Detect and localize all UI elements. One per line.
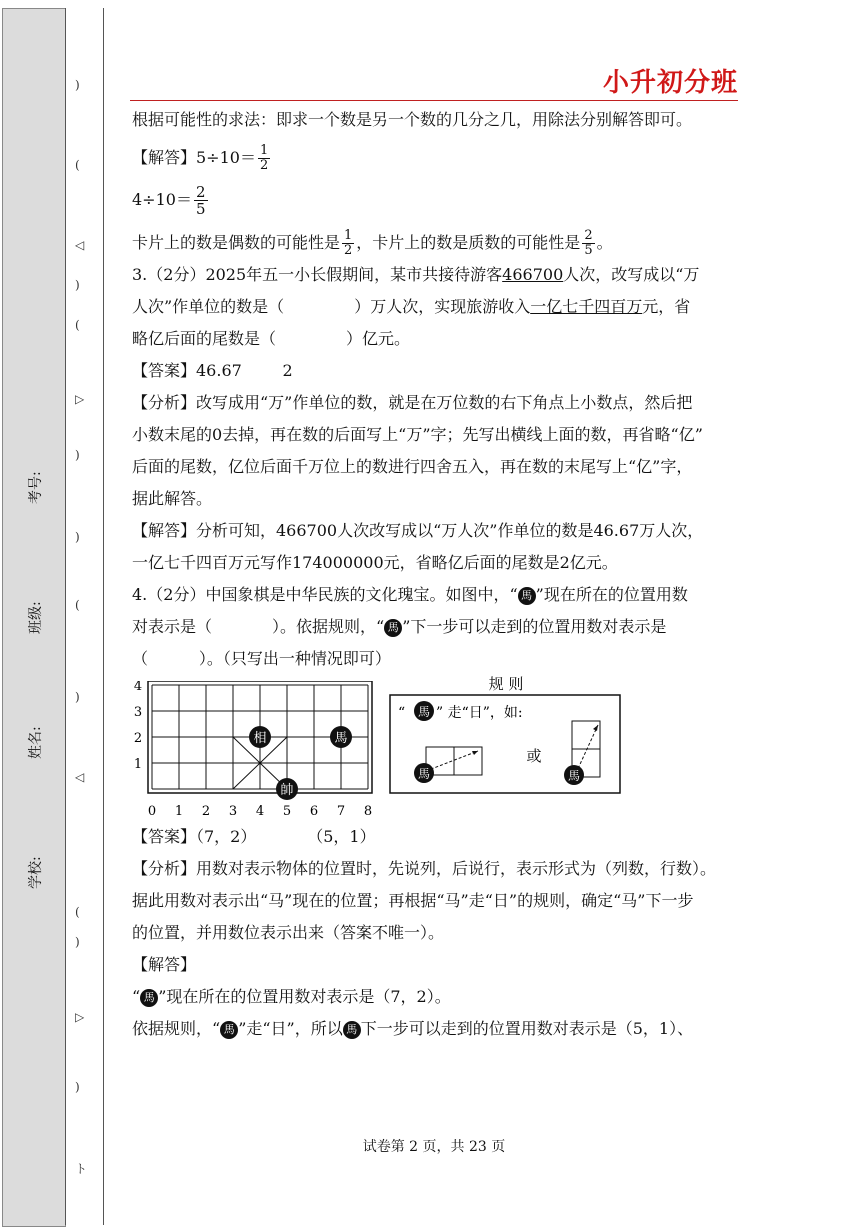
seal-line: [65, 8, 104, 1225]
text-span: ”现在所在的位置用数对表示是（7，2）。: [158, 987, 451, 1006]
question-4-line: [132, 611, 738, 643]
fraction: [582, 229, 594, 258]
horse-piece-icon: 馬: [343, 1021, 361, 1039]
denominator: 2: [259, 158, 269, 173]
minister-piece-label: 相: [253, 731, 267, 746]
solution-heading: 【解答】: [132, 955, 197, 974]
underlined-number: 466700: [502, 265, 564, 284]
underlined-number: 一亿七千四百万: [530, 297, 643, 316]
text-span: 【解答】5÷10＝: [132, 148, 256, 167]
rules-quote-open: “: [398, 705, 406, 721]
rules-diagram: [386, 675, 626, 800]
solution-line: 【解答】分析可知，466700人次改写成以“万人次”作单位的数是46.67万人次，: [132, 521, 704, 540]
text-span: “: [132, 987, 141, 1006]
x-tick-label: 8: [363, 804, 373, 819]
seal-line-mark: ◁: [75, 770, 85, 784]
general-piece-label: 帥: [280, 783, 294, 798]
text-line: [132, 227, 738, 259]
x-tick-label: 2: [201, 804, 211, 819]
y-tick-label: 4: [133, 681, 143, 694]
solution-line: 一亿七千四百万元写作174000000元，省略亿后面的尾数是2亿元。: [132, 553, 618, 572]
chess-figure: [132, 675, 738, 821]
text-span: ）万人次，实现旅游收入: [354, 297, 531, 316]
analysis-line: 小数末尾的0去掉，再在数的后面写上“万”字；先写出横线上面的数，再省略“亿”: [132, 425, 703, 444]
denominator: 2: [344, 243, 353, 258]
seal-line-mark: ): [75, 78, 80, 92]
analysis-line: 据此用数对表示出“马”现在的位置；再根据“马”走“日”的规则，确定“马”下一步: [132, 891, 694, 910]
page-footer: 试卷第 2 页，共 23 页: [362, 1139, 506, 1155]
seal-line-mark: ト: [75, 1162, 88, 1176]
text-line: [132, 142, 738, 174]
text-span: ”走“日”，所以: [238, 1019, 343, 1038]
solution-line: [132, 1013, 738, 1045]
numerator: 1: [259, 143, 269, 158]
rules-move-text: ” 走“日”，如:: [436, 705, 523, 721]
question-4-line: [132, 579, 738, 611]
fraction: [258, 144, 270, 173]
text-line: [132, 184, 738, 217]
numerator: 2: [195, 183, 206, 201]
chess-board-diagram: [132, 681, 382, 821]
y-tick-label: 1: [133, 757, 143, 772]
seal-line-mark: ▷: [75, 1010, 85, 1024]
numerator: 1: [344, 228, 353, 243]
brand-logo-text: 小升初分班: [602, 68, 738, 98]
denominator: 5: [584, 243, 593, 258]
analysis-line: 【分析】改写成用“万”作单位的数，就是在万位数的右下角点上小数点，然后把: [132, 393, 693, 412]
question-4-line: （ ）。（只写出一种情况即可）: [132, 649, 391, 668]
text-span: 4÷10＝: [132, 190, 192, 209]
binding-strip: [2, 8, 66, 1227]
horse-piece-icon: 馬: [384, 619, 402, 637]
x-tick-label: 1: [174, 804, 184, 819]
seal-line-mark: (: [75, 318, 80, 332]
board-ticks: [134, 681, 372, 819]
seal-line-mark: (: [75, 158, 80, 172]
text-span: 元，省: [642, 297, 691, 316]
question-3-line: [132, 259, 738, 291]
class-label: 班级:: [28, 601, 44, 634]
horse-piece-icon: 馬: [140, 989, 158, 1007]
text-span: ”下一步可以走到的位置用数对表示是: [402, 617, 667, 636]
y-tick-label: 3: [133, 705, 143, 720]
horse-piece-label: 馬: [417, 705, 431, 719]
x-tick-label: 5: [282, 804, 292, 819]
horse-piece-label: 馬: [417, 767, 431, 781]
id-label: 考号:: [28, 471, 44, 504]
seal-line-mark: ): [75, 690, 80, 704]
text-span: 依据规则，“: [132, 1019, 221, 1038]
seal-line-mark: ): [75, 935, 80, 949]
text-span: 人次，改写成以“万: [563, 265, 700, 284]
x-tick-label: 7: [336, 804, 346, 819]
text-span: ）亿元。: [346, 329, 411, 348]
text-span: 。: [596, 233, 613, 252]
horse-piece-icon: 馬: [220, 1021, 238, 1039]
text-line: 根据可能性的求法：即求一个数是另一个数的几分之几，用除法分别解答即可。: [132, 110, 693, 129]
header-rule: [130, 100, 738, 101]
seal-line-mark: ◁: [75, 238, 85, 252]
analysis-line: 据此解答。: [132, 489, 213, 508]
seal-line-mark: ): [75, 530, 80, 544]
text-span: ”现在所在的位置用数: [535, 585, 688, 604]
fraction: [194, 184, 208, 217]
y-tick-label: 2: [133, 731, 143, 746]
horse-piece-icon: 馬: [518, 587, 536, 605]
seal-line-mark: (: [75, 598, 80, 612]
text-span: 略亿后面的尾数是（: [132, 329, 277, 348]
school-label: 学校:: [28, 856, 44, 889]
answer-line: 【答案】46.67 2: [132, 361, 293, 380]
content-body: [132, 104, 738, 1045]
text-span: ）。依据规则，“: [272, 617, 385, 636]
x-tick-label: 3: [228, 804, 238, 819]
rules-or-text: 或: [526, 747, 542, 765]
seal-line-mark: ▷: [75, 392, 85, 406]
analysis-line: 后面的尾数，亿位后面千万位上的数进行四舍五入，再在数的末尾写上“亿”字，: [132, 457, 693, 476]
analysis-line: 的位置，并用数位表示出来（答案不唯一）。: [132, 923, 445, 942]
text-span: 卡片上的数是偶数的可能性是: [132, 233, 341, 252]
numerator: 2: [584, 228, 593, 243]
x-tick-label: 0: [147, 804, 157, 819]
fraction: [342, 229, 354, 258]
text-span: 下一步可以走到的位置用数对表示是（5，1）、: [360, 1019, 694, 1038]
question-3-line: [132, 323, 738, 355]
horse-piece-label: 馬: [334, 731, 348, 746]
text-span: ，卡片上的数是质数的可能性是: [356, 233, 581, 252]
question-3-line: [132, 291, 738, 323]
text-span: 人次”作单位的数是（: [132, 297, 285, 316]
x-tick-label: 6: [309, 804, 319, 819]
solution-line: [132, 981, 738, 1013]
analysis-line: 【分析】用数对表示物体的位置时，先说列，后说行，表示形式为（列数，行数）。: [132, 859, 717, 878]
rules-title: 规 则: [488, 675, 524, 693]
name-label: 姓名:: [28, 726, 44, 759]
seal-line-mark: ): [75, 1080, 80, 1094]
horse-piece-label: 馬: [567, 769, 581, 783]
text-span: 3.（2分）2025年五一小长假期间，某市共接待游客: [132, 265, 503, 284]
text-span: 对表示是（: [132, 617, 213, 636]
answer-line: 【答案】（7，2） （5，1）: [132, 827, 376, 846]
seal-line-mark: ): [75, 448, 80, 462]
seal-line-mark: (: [75, 905, 80, 919]
student-info-fields: [25, 369, 65, 889]
x-tick-label: 4: [255, 804, 265, 819]
seal-line-mark: ): [75, 278, 80, 292]
denominator: 5: [195, 200, 206, 218]
text-span: 4.（2分）中国象棋是中华民族的文化瑰宝。如图中，“: [132, 585, 518, 604]
